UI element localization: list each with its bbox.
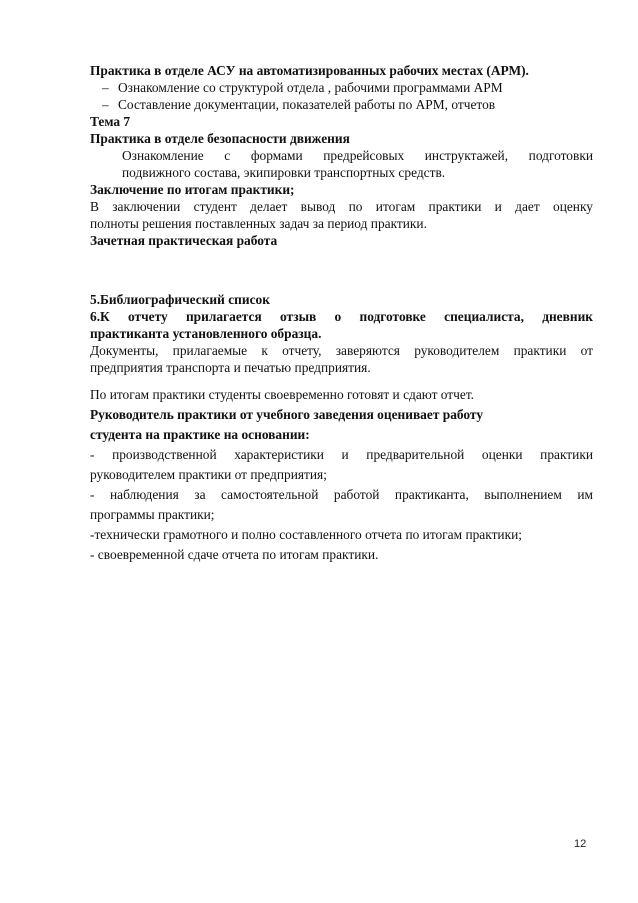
section-heading-asu: Практика в отделе АСУ на автоматизированных рабочих местах (АРМ). (90, 63, 529, 78)
spacer (90, 376, 593, 385)
conclusion-heading: Заключение по итогам практики; (90, 182, 295, 197)
bibliography-heading: 5.Библиографический список (90, 292, 270, 307)
documents-line: предприятия транспорта и печатью предприятия. (90, 360, 371, 375)
safety-paragraph (90, 147, 593, 181)
attachment-line: 6.К отчету прилагается отзыв о подготовке специалиста, дневник (90, 309, 593, 324)
document-page (90, 62, 593, 565)
paragraph-line: подвижного состава, экипировки транспортных средств. (122, 165, 446, 180)
conclusion-line: В заключении студент делает вывод по итогам практики и дает оценку (90, 199, 593, 214)
spacer (90, 249, 593, 291)
credit-work-heading: Зачетная практическая работа (90, 233, 278, 248)
report-line: По итогам практики студенты своевременно готовят и сдают отчет. (90, 387, 475, 402)
basis-line: -технически грамотного и полно составленного отчета по итогам практики; (90, 527, 522, 542)
list-item (90, 96, 593, 113)
paragraph-line: Ознакомление с формами предрейсовых инструктажей, подготовки (122, 148, 593, 163)
documents-line: Документы, прилагаемые к отчету, заверяются руководителем практики от (90, 343, 593, 358)
list-item-text: Составление документации, показателей работы по АРМ, отчетов (118, 97, 496, 112)
list-item (90, 79, 593, 96)
leader-line: Руководитель практики от учебного заведения оценивает работу (90, 407, 484, 422)
leader-line: студента на практике на основании: (90, 427, 310, 442)
basis-line: - производственной характеристики и предварительной оценки практики (90, 447, 593, 462)
list-item-text: Ознакомление со структурой отдела , рабочими программами АРМ (118, 80, 503, 95)
basis-line: программы практики; (90, 507, 215, 522)
list-dash: – (102, 80, 109, 95)
theme-heading: Тема 7 (90, 114, 131, 129)
basis-line: - наблюдения за самостоятельной работой практиканта, выполнением им (90, 487, 593, 502)
list-dash: – (102, 97, 109, 112)
page-number: 12 (574, 838, 587, 850)
conclusion-line: полноты решения поставленных задач за период практики. (90, 216, 427, 231)
basis-line: руководителем практики от предприятия; (90, 467, 327, 482)
section-heading-safety: Практика в отделе безопасности движения (90, 131, 350, 146)
attachment-line: практиканта установленного образца. (90, 326, 322, 341)
basis-line: - своевременной сдаче отчета по итогам практики. (90, 547, 379, 562)
